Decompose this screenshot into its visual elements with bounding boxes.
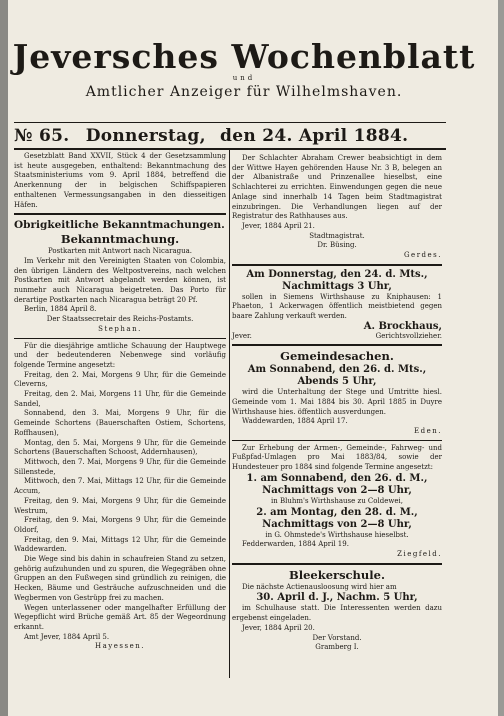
crewer-clerk: Gerdes. [403, 251, 442, 260]
divider [232, 440, 442, 441]
gemeinde-heading: Am Sonnabend, den 26. d. Mts., [247, 364, 427, 376]
page-edge [0, 0, 8, 716]
gemeinde-date: Waddewarden, 1884 April 17. [242, 417, 348, 426]
bleekerschule-date: Jever, 1884 April 20. [242, 623, 315, 632]
erhebung-term-1-time: Nachmittags von 2—8 Uhr, [262, 484, 412, 496]
crewer-authority: Stadtmagistrat. [309, 231, 365, 240]
schauung-item: Freitag, den 2. Mai, Morgens 9 Uhr, für die Gemeinde Cleverns, [14, 370, 226, 389]
bekanntmachung-signer-title: Der Staatssecretair des Reichs-Postamts. [46, 315, 194, 324]
bekanntmachung-date: Berlin, 1884 April 8. [24, 305, 97, 314]
erhebung-text: Zur Erhebung der Armen-, Gemeinde-, Fahrweg- und Fußpfad-Umlagen pro Mai 1883/84, sowie der Hundesteuer pro 1884 sind folgende Termine angesetzt: [232, 443, 442, 472]
right-column [232, 154, 442, 653]
auction-heading: Am Donnerstag, den 24. d. Mts., [246, 268, 428, 280]
schauung-warning: Wegen unterlassener oder mangelhafter Erfüllung der Wegepflicht wird Brüche gemäß Art. 85 der Wegeordnung erkannt. [14, 603, 226, 631]
gemeinde-time: Abends 5 Uhr, [297, 376, 377, 388]
gemeinde-title: Gemeindesachen. [280, 349, 394, 364]
schauung-item: Freitag, den 2. Mai, Morgens 11 Uhr, für die Gemeinde Sandel, [14, 390, 226, 408]
erhebung-term-2: 2. am Montag, den 28. d. M., [256, 506, 418, 518]
gemeinde-text: wird die Unterhaltung der Stege und Umtritte hiesl. Gemeinde vom 1. Mai 1884 bis 30. April 1885 in Duyre Wirthshause hies. öffentlich ausverdungen. [232, 388, 442, 416]
schauung-intro: Für die diesjährige amtliche Schauung der Hauptwege und der bedeutenderen Nebenwege sind vorläufig folgende Termine angesetzt: [14, 341, 226, 369]
amt-signer: Hayessen. [95, 642, 145, 651]
schauung-item: Freitag, den 9. Mai, Morgens 9 Uhr, für die Gemeinde Oldorf, [14, 516, 226, 534]
und-label: und [232, 74, 256, 82]
auction-role: Gerichtsvollzieher. [375, 331, 442, 340]
schauung-item: Mittwoch, den 7. Mai, Morgens 9 Uhr, für die Gemeinde Sillenstede, [14, 457, 226, 476]
issue-line [14, 126, 454, 146]
gesetzblatt-notice: Gesetzblatt Band XXVII, Stück 4 der Gesetzsammlung ist heute ausgegeben, enthaltend: Bekanntmachung des Staatsministeriums vom 9. April 1884, betreffend die Anerkennung der in belgischen Schiffspapieren enthaltenen Vermessungsangaben in den diesseitigen Häfen. [14, 152, 226, 209]
erhebung-term-2-place: in G. Ohmstede's Wirthshause hieselbst. [265, 530, 409, 539]
bleekerschule-intro: Die nächste Actienausloosung wird hier am [242, 582, 397, 591]
erhebung-date: Fedderwarden, 1884 April 19. [242, 540, 349, 549]
auction-place: Jever. [232, 331, 252, 340]
section-title: Obrigkeitliche Bekanntmachungen. [14, 219, 225, 232]
issue-weekday: Donnerstag, [85, 126, 206, 146]
masthead [8, 38, 480, 100]
gemeinde-signer: Eden. [414, 427, 442, 436]
column-divider [229, 150, 230, 678]
auction-signer: A. Brockhaus, [363, 320, 442, 332]
schauung-item: Mittwoch, den 7. Mai, Mittags 12 Uhr, für die Gemeinde Accum, [14, 477, 226, 496]
crewer-notice: Der Schlachter Abraham Crewer beabsichtigt in dem der Wittwe Hayen gehörenden Hause Nr. 3 B, belegen an der Albanistraße und Prinzenallee hieselbst, eine Schlachterei zu errichten. Einwendungen gegen die neue Anlage sind innerhalb 14 Tagen beim Stadtmagistrat einzubringen. Die Verhandlungen liegen auf der Registratur des Rathhauses aus. [232, 154, 442, 221]
bleekerschule-date-time: 30. April d. J., Nachm. 5 Uhr, [256, 592, 418, 604]
divider [232, 344, 442, 346]
crewer-date: Jever, 1884 April 21. [242, 221, 315, 230]
left-column [14, 152, 226, 652]
divider [232, 563, 442, 565]
newspaper-subtitle: Amtlicher Anzeiger für Wilhelmshaven. [85, 84, 403, 100]
bleekerschule-board: Der Vorstand. [312, 633, 362, 642]
schauung-item: Montag, den 5. Mai, Morgens 9 Uhr, für die Gemeinde Schortens (Bauerschaften Schoost, Addernhausen), [14, 438, 226, 457]
amt-date: Amt Jever, 1884 April 5. [24, 632, 110, 641]
schauung-item: Sonnabend, den 3. Mai, Morgens 9 Uhr, für die Gemeinde Schortens (Bauerschaften Ostiem, Schortens, Roffhausen), [14, 409, 226, 437]
bleekerschule-text: im Schulhause statt. Die Interessenten werden dazu ergebenst eingeladen. [232, 604, 442, 623]
crewer-signer: Dr. Büsing. [317, 241, 357, 250]
auction-footer [232, 332, 442, 342]
erhebung-term-2-time: Nachmittags von 2—8 Uhr, [262, 518, 412, 530]
auction-text: sollen in Siemens Wirthshause zu Kniphausen: 1 Phaeton, 1 Ackerwagen öffentlich meistbietend gegen baare Zahlung verkauft werden. [232, 292, 442, 321]
erhebung-signer: Ziegfeld. [397, 549, 442, 558]
schauung-note: Die Wege sind bis dahin in schaufreien Stand zu setzen, gehörig aufzuhunden und zu spuren, die Wegegräben ohne Gruppen an den Fußwegen sind gründlich zu reinigen, die Hecken, Bäume und Gesträuche aufzuschneiden und die Wegbermen von Gestrüpp frei zu machen. [14, 555, 226, 602]
bekanntmachung-title: Bekanntmachung. [60, 232, 180, 247]
header-rule-bottom [14, 148, 446, 150]
header-rule-top [14, 122, 446, 123]
divider [14, 338, 226, 339]
bekanntmachung-signer: Stephan. [98, 324, 142, 333]
bekanntmachung-text: Im Verkehr mit den Vereinigten Staaten von Colombia, den übrigen Ländern des Weltpostvereins, nach welchen Postkarten mit Antwort abgelandt werden können, ist nunmehr auch Nicaragua beigetreten. Das Porto für derartige Postkarten nach Nicaragua beträgt 20 Pf. [14, 256, 226, 304]
divider [14, 213, 226, 215]
schauung-item: Freitag, den 9. Mai, Morgens 9 Uhr, für die Gemeinde Westrum, [14, 496, 226, 515]
erhebung-term-1: 1. am Sonnabend, den 26. d. M., [246, 472, 428, 484]
bleekerschule-signer: Gramberg I. [315, 643, 359, 652]
issue-date: den 24. April 1884. [220, 126, 409, 146]
erhebung-term-1-place: in Bluhm's Wirthshause zu Coldewei, [271, 496, 403, 505]
schauung-item: Freitag, den 9. Mai, Mittags 12 Uhr, für die Gemeinde Waddewarden. [14, 535, 226, 554]
divider [232, 264, 442, 266]
newspaper-title: Jeversches Wochenblatt [12, 37, 476, 76]
issue-number: № 65. [14, 126, 70, 146]
auction-time: Nachmittags 3 Uhr, [282, 280, 392, 292]
bleekerschule-title: Bleekerschule. [289, 567, 385, 582]
bekanntmachung-subtitle: Postkarten mit Antwort nach Nicaragua. [47, 247, 193, 256]
